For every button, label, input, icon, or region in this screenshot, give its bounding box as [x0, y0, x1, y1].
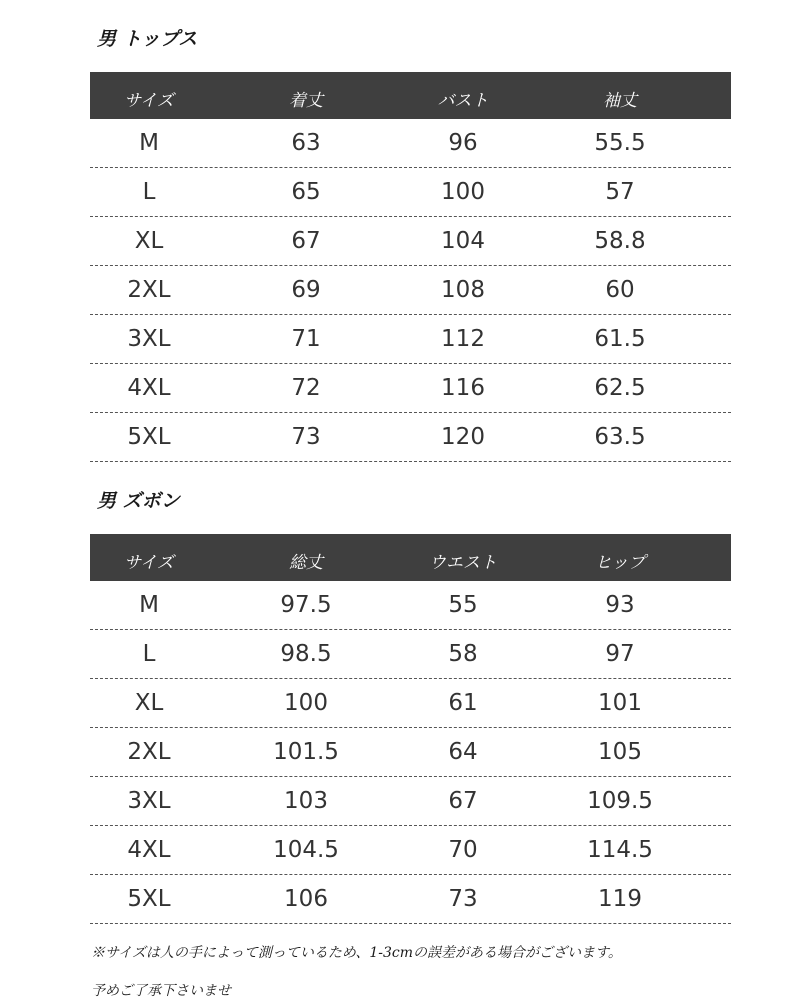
total-length-cell: 103: [284, 788, 328, 814]
table-row: [90, 413, 731, 462]
length-cell: 72: [291, 375, 321, 401]
waist-cell: 58: [448, 641, 478, 667]
size-cell: 5XL: [127, 886, 171, 912]
header-cell-size: サイズ: [124, 91, 174, 111]
size-cell: XL: [134, 228, 164, 254]
bust-cell: 96: [448, 130, 478, 156]
table-row: [90, 315, 731, 364]
total-length-cell: 98.5: [280, 641, 332, 667]
sleeve-cell: 61.5: [594, 326, 646, 352]
header-cell-waist: ウエスト: [429, 553, 497, 573]
size-cell: L: [142, 179, 156, 205]
hip-cell: 97: [605, 641, 635, 667]
pants-size-table: [90, 534, 731, 924]
size-cell: 4XL: [127, 375, 171, 401]
length-cell: 71: [291, 326, 321, 352]
bust-cell: 100: [441, 179, 485, 205]
header-cell-total-length: 総丈: [289, 553, 323, 573]
size-cell: 5XL: [127, 424, 171, 450]
table-row: [90, 728, 731, 777]
length-cell: 69: [291, 277, 321, 303]
hip-cell: 114.5: [587, 837, 653, 863]
bust-cell: 116: [441, 375, 485, 401]
table-row: [90, 217, 731, 266]
header-cell-sleeve: 袖丈: [603, 91, 637, 111]
size-cell: 3XL: [127, 326, 171, 352]
table-row: [90, 630, 731, 679]
waist-cell: 55: [448, 592, 478, 618]
bust-cell: 104: [441, 228, 485, 254]
hip-cell: 105: [598, 739, 642, 765]
total-length-cell: 106: [284, 886, 328, 912]
sleeve-cell: 62.5: [594, 375, 646, 401]
waist-cell: 67: [448, 788, 478, 814]
bust-cell: 120: [441, 424, 485, 450]
acknowledgement-note: 予めご了承下さいませ: [91, 983, 231, 999]
length-cell: 63: [291, 130, 321, 156]
waist-cell: 64: [448, 739, 478, 765]
tops-section-title: 男 トップス: [97, 28, 198, 50]
sleeve-cell: 60: [605, 277, 635, 303]
table-row: [90, 875, 731, 924]
size-cell: M: [139, 592, 159, 618]
tops-size-table: [90, 72, 731, 462]
table-row: [90, 119, 731, 168]
header-cell-size: サイズ: [124, 553, 174, 573]
table-row: [90, 826, 731, 875]
header-cell-length: 着丈: [289, 91, 323, 111]
size-cell: XL: [134, 690, 164, 716]
bust-cell: 108: [441, 277, 485, 303]
size-cell: 2XL: [127, 739, 171, 765]
length-cell: 67: [291, 228, 321, 254]
waist-cell: 61: [448, 690, 478, 716]
table-row: [90, 679, 731, 728]
waist-cell: 70: [448, 837, 478, 863]
table-row: [90, 581, 731, 630]
table-row: [90, 777, 731, 826]
total-length-cell: 97.5: [280, 592, 332, 618]
sleeve-cell: 55.5: [594, 130, 646, 156]
hip-cell: 109.5: [587, 788, 653, 814]
size-cell: L: [142, 641, 156, 667]
size-cell: 3XL: [127, 788, 171, 814]
sleeve-cell: 63.5: [594, 424, 646, 450]
measurement-disclaimer: ※サイズは人の手によって測っているため、1-3cmの誤差がある場合がございます。: [91, 945, 622, 961]
header-cell-bust: バスト: [437, 91, 489, 111]
size-cell: 2XL: [127, 277, 171, 303]
size-cell: 4XL: [127, 837, 171, 863]
length-cell: 65: [291, 179, 321, 205]
table-row: [90, 266, 731, 315]
pants-table-header: [90, 534, 731, 581]
hip-cell: 119: [598, 886, 642, 912]
bust-cell: 112: [441, 326, 485, 352]
hip-cell: 93: [605, 592, 635, 618]
size-cell: M: [139, 130, 159, 156]
tops-table-header: [90, 72, 731, 119]
total-length-cell: 101.5: [273, 739, 339, 765]
sleeve-cell: 57: [605, 179, 635, 205]
hip-cell: 101: [598, 690, 642, 716]
header-cell-hip: ヒップ: [594, 553, 646, 573]
total-length-cell: 104.5: [273, 837, 339, 863]
table-row: [90, 168, 731, 217]
sleeve-cell: 58.8: [594, 228, 646, 254]
length-cell: 73: [291, 424, 321, 450]
table-row: [90, 364, 731, 413]
pants-section-title: 男 ズボン: [97, 490, 180, 512]
total-length-cell: 100: [284, 690, 328, 716]
waist-cell: 73: [448, 886, 478, 912]
